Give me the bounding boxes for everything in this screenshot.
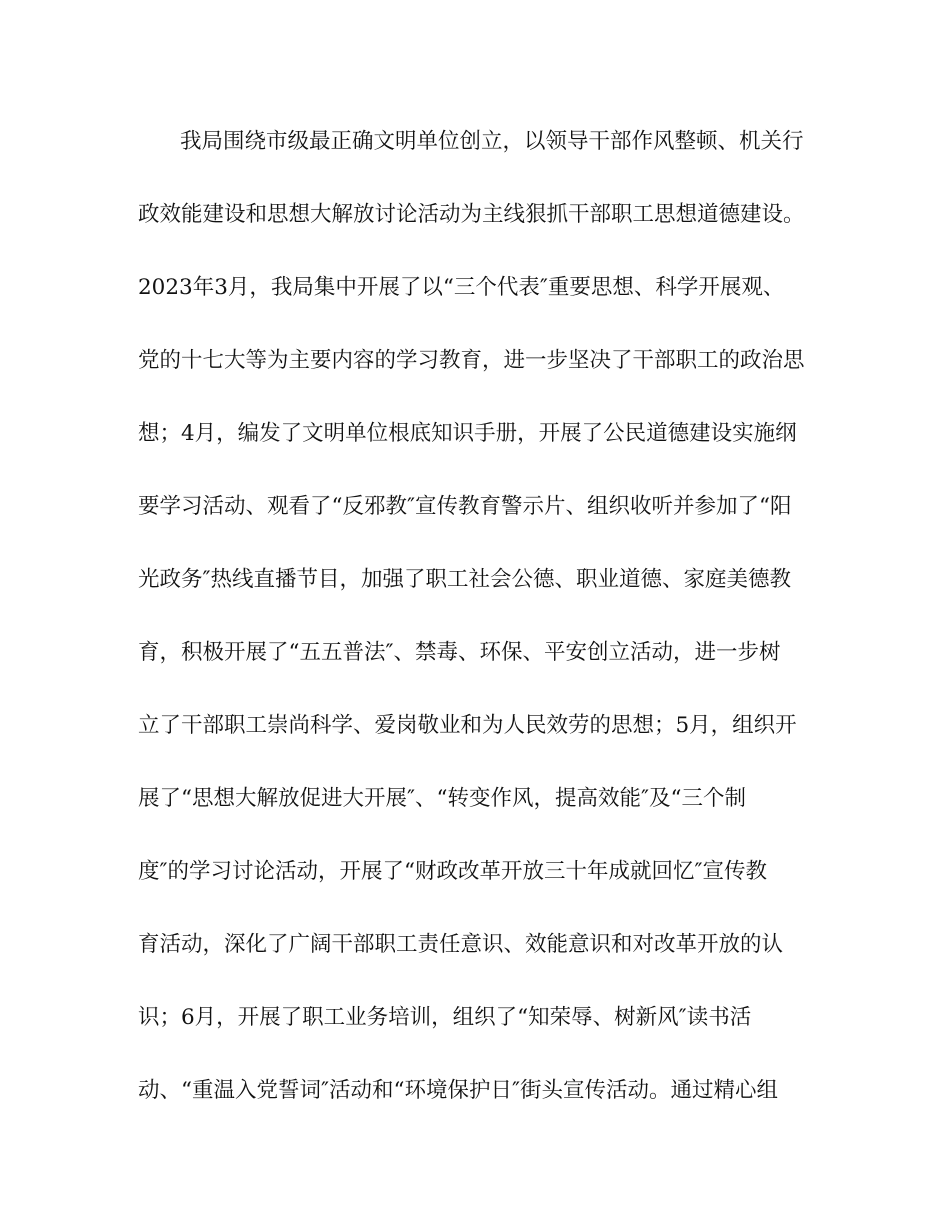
text-line: 立了干部职工崇尚科学、爱岗敬业和为人民效劳的思想；5月，组织开 [138, 713, 797, 738]
body-paragraph [138, 122, 818, 1144]
text-line: 2023年3月，我局集中开展了以“三个代表″重要思想、科学开展观、 [138, 275, 785, 300]
text-line: 识；6月，开展了职工业务培训，组织了“知荣辱、树新风″读书活 [138, 1005, 752, 1030]
text-line: 育活动，深化了广阔干部职工责任意识、效能意识和对改革开放的认 [138, 932, 784, 957]
text-line: 想；4月，编发了文明单位根底知识手册，开展了公民道德建设实施纲 [138, 421, 797, 446]
text-line: 度″的学习讨论活动，开展了“财政改革开放三十年成就回忆″宣传教 [138, 859, 768, 884]
text-line: 动、“重温入党誓词″活动和“环境保护日″街头宣传活动。通过精心组 [138, 1078, 779, 1103]
text-line: 光政务″热线直播节目，加强了职工社会公德、职业道德、家庭美德教 [138, 567, 792, 592]
text-line: 党的十七大等为主要内容的学习教育，进一步坚决了干部职工的政治思 [138, 348, 805, 373]
text-line: 展了“思想大解放促进大开展″、“转变作风，提高效能″及“三个制 [138, 786, 747, 811]
text-line: 政效能建设和思想大解放讨论活动为主线狠抓干部职工思想道德建设。 [138, 202, 805, 227]
text-line: 育，积极开展了“五五普法″、禁毒、环保、平安创立活动，进一步树 [138, 640, 781, 665]
text-line: 要学习活动、观看了“反邪教″宣传教育警示片、组织收听并参加了“阳 [138, 494, 792, 519]
text-line: 我局围绕市级最正确文明单位创立，以领导干部作风整顿、机关行 [180, 129, 804, 154]
